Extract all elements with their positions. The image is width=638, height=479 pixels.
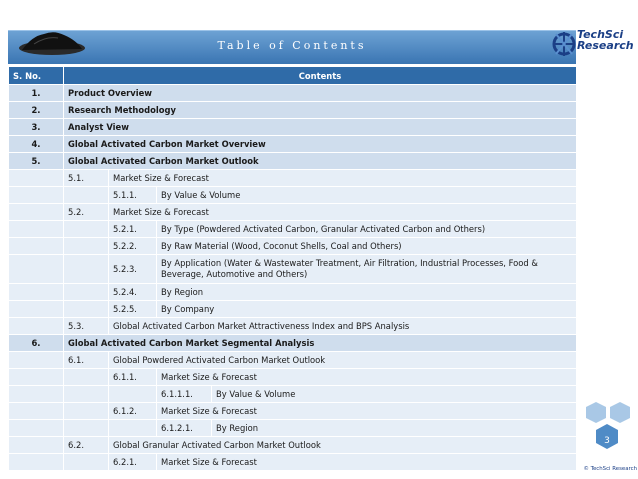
toc-row	[9, 187, 577, 204]
toc-title: Global Activated Carbon Market Segmental Analysis	[64, 335, 577, 352]
toc-title: Market Size & Forecast	[109, 170, 577, 187]
toc-indent-cell	[109, 386, 157, 403]
slide-header	[0, 0, 638, 67]
toc-title: Global Granular Activated Carbon Market Outlook	[109, 437, 577, 454]
toc-row	[9, 318, 577, 335]
toc-indent-cell	[64, 238, 109, 255]
toc-title: Market Size & Forecast	[109, 204, 577, 221]
toc-indent-cell	[9, 204, 64, 221]
toc-indent-cell	[9, 255, 64, 284]
toc-indent-cell	[64, 255, 109, 284]
toc-row	[9, 119, 577, 136]
toc-number: 5.2.4.	[109, 284, 157, 301]
toc-row	[9, 136, 577, 153]
toc-indent-cell	[9, 437, 64, 454]
toc-title: By Value & Volume	[212, 386, 577, 403]
toc-title: Global Activated Carbon Market Attractiveness Index and BPS Analysis	[109, 318, 577, 335]
techsci-logo-mark-icon	[550, 24, 578, 64]
slide-title: Table of Contents	[217, 39, 367, 52]
toc-title: By Region	[212, 420, 577, 437]
toc-indent-cell	[9, 301, 64, 318]
toc-number: 5.2.3.	[109, 255, 157, 284]
toc-indent-cell	[64, 221, 109, 238]
toc-row	[9, 170, 577, 187]
toc-row	[9, 255, 577, 284]
toc-number: 4.	[9, 136, 64, 153]
toc-number: 6.1.2.	[109, 403, 157, 420]
toc-indent-cell	[9, 386, 64, 403]
toc-title: By Value & Volume	[157, 187, 577, 204]
toc-row	[9, 352, 577, 369]
toc-indent-cell	[64, 420, 109, 437]
toc-number: 3.	[9, 119, 64, 136]
toc-indent-cell	[64, 301, 109, 318]
toc-indent-cell	[64, 454, 109, 471]
toc-title: By Type (Powdered Activated Carbon, Granular Activated Carbon and Others)	[157, 221, 577, 238]
toc-title: Research Methodology	[64, 102, 577, 119]
toc-indent-cell	[9, 238, 64, 255]
page-number: 3	[604, 436, 610, 446]
toc-row	[9, 238, 577, 255]
toc-number: 6.	[9, 335, 64, 352]
toc-indent-cell	[64, 369, 109, 386]
toc-indent-cell	[9, 420, 64, 437]
logo-line-1: TechSci	[577, 28, 624, 41]
toc-title: By Region	[157, 284, 577, 301]
toc-title: By Company	[157, 301, 577, 318]
toc-row	[9, 386, 577, 403]
toc-indent-cell	[109, 420, 157, 437]
toc-title: Market Size & Forecast	[157, 369, 577, 386]
toc-row	[9, 437, 577, 454]
toc-row	[9, 335, 577, 352]
hexagon-decoration	[576, 400, 638, 464]
toc-title: Product Overview	[64, 85, 577, 102]
toc-number: 6.2.1.	[109, 454, 157, 471]
toc-number: 2.	[9, 102, 64, 119]
column-header-sno: S. No.	[9, 67, 64, 85]
toc-number: 5.1.	[64, 170, 109, 187]
toc-row	[9, 153, 577, 170]
toc-number: 6.1.	[64, 352, 109, 369]
logo-wordmark	[577, 29, 634, 51]
toc-row	[9, 301, 577, 318]
logo-line-2: Research	[577, 39, 634, 52]
toc-number: 5.2.	[64, 204, 109, 221]
toc-indent-cell	[9, 221, 64, 238]
toc-indent-cell	[64, 284, 109, 301]
table-of-contents	[8, 66, 577, 471]
toc-row	[9, 454, 577, 471]
toc-indent-cell	[9, 187, 64, 204]
toc-number: 5.2.5.	[109, 301, 157, 318]
toc-indent-cell	[64, 403, 109, 420]
copyright-notice: © TechSci Research	[583, 466, 637, 472]
toc-indent-cell	[9, 369, 64, 386]
hexagon-top-right-icon	[610, 402, 630, 423]
toc-title: Global Activated Carbon Market Overview	[64, 136, 577, 153]
toc-number: 5.	[9, 153, 64, 170]
toc-number: 5.2.2.	[109, 238, 157, 255]
hexagon-top-left-icon	[586, 402, 606, 423]
toc-number: 6.2.	[64, 437, 109, 454]
toc-indent-cell	[9, 284, 64, 301]
column-header-contents: Contents	[64, 67, 577, 85]
toc-row	[9, 403, 577, 420]
toc-indent-cell	[9, 454, 64, 471]
toc-number: 6.1.2.1.	[157, 420, 212, 437]
title-bar	[8, 30, 576, 64]
toc-title: Market Size & Forecast	[157, 403, 577, 420]
toc-row	[9, 204, 577, 221]
toc-number: 1.	[9, 85, 64, 102]
toc-row	[9, 420, 577, 437]
toc-title: By Raw Material (Wood, Coconut Shells, Coal and Others)	[157, 238, 577, 255]
toc-row	[9, 102, 577, 119]
toc-indent-cell	[9, 403, 64, 420]
toc-number: 5.2.1.	[109, 221, 157, 238]
toc-number: 6.1.1.	[109, 369, 157, 386]
toc-title: Global Activated Carbon Market Outlook	[64, 153, 577, 170]
toc-title: Global Powdered Activated Carbon Market Outlook	[109, 352, 577, 369]
toc-number: 5.1.1.	[109, 187, 157, 204]
activated-carbon-powder-image	[14, 26, 86, 58]
techsci-logo	[550, 24, 634, 66]
toc-indent-cell	[9, 352, 64, 369]
toc-indent-cell	[9, 170, 64, 187]
toc-row	[9, 221, 577, 238]
toc-title: Market Size & Forecast	[157, 454, 577, 471]
toc-number: 6.1.1.1.	[157, 386, 212, 403]
toc-title: Analyst View	[64, 119, 577, 136]
toc-indent-cell	[64, 386, 109, 403]
toc-row	[9, 85, 577, 102]
toc-number: 5.3.	[64, 318, 109, 335]
toc-title: By Application (Water & Wastewater Treatment, Air Filtration, Industrial Processes, Food & Beverage, Automotive and Others)	[157, 255, 577, 284]
toc-row	[9, 284, 577, 301]
toc-indent-cell	[64, 187, 109, 204]
toc-indent-cell	[9, 318, 64, 335]
table-header-row	[9, 67, 577, 85]
toc-row	[9, 369, 577, 386]
